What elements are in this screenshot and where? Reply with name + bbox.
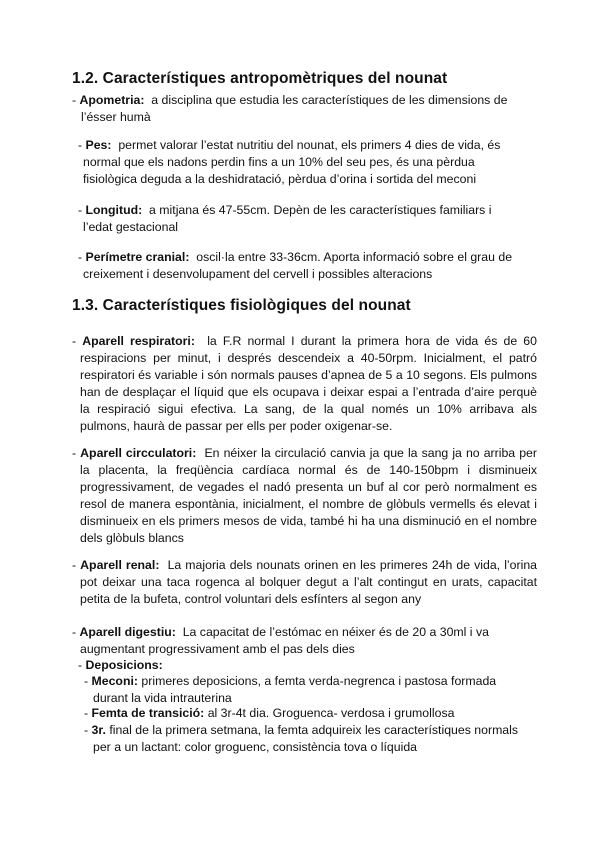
term-apometria: Apometria:: [79, 93, 145, 107]
term-tercer-setmana: 3r.: [91, 723, 106, 737]
section-heading-antropometriques: 1.2. Característiques antropomètriques del nounat: [72, 70, 448, 87]
text-perimetre-cranial: oscil·la entre 33-36cm. Aporta informació sobre el grau de creixement i desenvolupament del cervell i possibles alteracions: [83, 250, 513, 281]
term-femta-transicio: Femta de transició:: [91, 706, 205, 720]
list-item-femta-transicio: - Femta de transició: al 3r-4t dia. Groguenca- verdosa i grumollosa: [84, 706, 455, 720]
list-item-aparell-respiratori: - Aparell respiratori: la F.R normal I durant la primera hora de vida és de 60 respiracions per minut, i després descendeix a 40-50rpm. Inicialment, el patró respiratori és variable i són normals pauses d’apnea de 5 a 10 segons. Els pulmons han de desplaçar el líquid que els ocupava i deixar espai a l’entrada d’aire perquè la respiració sigui efectiva. La sang, de la qual només un 10% arribava als pulmons, haurà de passar per ells per poder oxigenar-se.: [72, 334, 537, 433]
list-item-meconi: - Meconi: primeres deposicions, a femta verda-negrenca i pastosa formada durant la vida intrauterina: [84, 674, 497, 705]
term-aparell-respiratori: Aparell respiratori:: [82, 334, 195, 348]
term-deposicions: Deposicions:: [85, 658, 163, 672]
text-femta-transicio: al 3r-4t dia. Groguenca- verdosa i grumollosa: [207, 706, 455, 720]
list-item-aparell-renal: - Aparell renal: La majoria dels nounats orinen en les primeres 24h de vida, l’orina pot deixar una taca rogenca al bolquer degut a l’alt contingut en urats, capacitat petita de la bufeta, control voluntari dels esfínters al segon any: [72, 558, 537, 606]
text-apometria: a disciplina que estudia les característiques de les dimensions de l’ésser humà: [81, 93, 508, 124]
list-item-deposicions: - Deposicions:: [78, 658, 163, 672]
text-aparell-digestiu: La capacitat de l’estómac en néixer és de 20 a 30ml i va augmentant progressivament amb el pas dels dies: [80, 625, 489, 656]
term-aparell-renal: Aparell renal:: [80, 558, 160, 572]
text-longitud: a mitjana és 47-55cm. Depèn de les característiques familiars i l’edat gestacional: [83, 203, 492, 234]
list-item-aparell-digestiu: - Aparell digestiu: La capacitat de l’estómac en néixer és de 20 a 30ml i va augmentant progressivament amb el pas dels dies: [72, 625, 489, 656]
text-tercer-setmana: final de la primera setmana, la femta adquireix les característiques normals per a un lactant: color groguenc, consistència tova o líquida: [93, 723, 519, 754]
text-aparell-circulatori: En néixer la circulació canvia ja que la sang ja no arriba per la placenta, la freqüència cardíaca normal és de 140-150bpm i disminueix progressivament, de vegades el nadó presenta un buf al cor però normalment es resol de manera espontània, inicialment, el nombre de glòbuls vermells és elevat i disminueix en els primers mesos de vida, també hi ha una disminució en el nombre dels glòbuls blancs: [80, 446, 537, 545]
list-item-pes: - Pes: permet valorar l’estat nutritiu del nounat, els primers 4 dies de vida, és normal que els nadons perdin fins a un 10% del seu pes, és una pèrdua fisiològica deguda a la deshidratació, pèrdua d’orina i sortida del meconi: [78, 138, 501, 186]
term-pes: Pes:: [85, 138, 112, 152]
term-aparell-circulatori: Aparell circculatori:: [80, 446, 197, 460]
text-aparell-renal: La majoria dels nounats orinen en les primeres 24h de vida, l’orina pot deixar una taca rogenca al bolquer degut a l’alt contingut en urats, capacitat petita de la bufeta, control voluntari dels esfínters al segon any: [80, 558, 537, 606]
term-aparell-digestiu: Aparell digestiu:: [79, 625, 176, 639]
list-item-apometria: - Apometria: a disciplina que estudia les característiques de les dimensions de l’ésser humà: [72, 93, 508, 124]
term-longitud: Longitud:: [85, 203, 143, 217]
text-pes: permet valorar l’estat nutritiu del nounat, els primers 4 dies de vida, és normal que els nadons perdin fins a un 10% del seu pes, és una pèrdua fisiològica deguda a la deshidratació, pèrdua d’orina i sortida del meconi: [83, 138, 501, 186]
term-perimetre-cranial: Perímetre cranial:: [85, 250, 190, 264]
list-item-longitud: - Longitud: a mitjana és 47-55cm. Depèn de les característiques familiars i l’edat gestacional: [78, 203, 492, 234]
term-meconi: Meconi:: [91, 674, 138, 688]
list-item-aparell-circulatori: - Aparell circculatori: En néixer la circulació canvia ja que la sang ja no arriba per la placenta, la freqüència cardíaca normal és de 140-150bpm i disminueix progressivament, de vegades el nadó presenta un buf al cor però normalment es resol de manera espontània, inicialment, el nombre de glòbuls vermells és elevat i disminueix en els primers mesos de vida, també hi ha una disminució en el nombre dels glòbuls blancs: [72, 446, 537, 545]
text-aparell-respiratori: la F.R normal I durant la primera hora de vida és de 60 respiracions per minut, i després descendeix a 40-50rpm. Inicialment, el patró respiratori és variable i són normals pauses d’apnea de 5 a 10 segons. Els pulmons han de desplaçar el líquid que els ocupava i deixar espai a l’entrada d’aire perquè la respiració sigui efectiva. La sang, de la qual només un 10% arribava als pulmons, haurà de passar per ells per poder oxigenar-se.: [80, 334, 537, 433]
section-heading-fisiologiques: 1.3. Característiques fisiològiques del nounat: [72, 297, 411, 314]
text-meconi: primeres deposicions, a femta verda-negrenca i pastosa formada durant la vida intrauterina: [93, 674, 497, 705]
list-item-perimetre-cranial: - Perímetre cranial: oscil·la entre 33-36cm. Aporta informació sobre el grau de creixement i desenvolupament del cervell i possibles alteracions: [78, 250, 513, 281]
list-item-tercer-setmana: - 3r. final de la primera setmana, la femta adquireix les característiques normals per a un lactant: color groguenc, consistència tova o líquida: [84, 723, 519, 754]
